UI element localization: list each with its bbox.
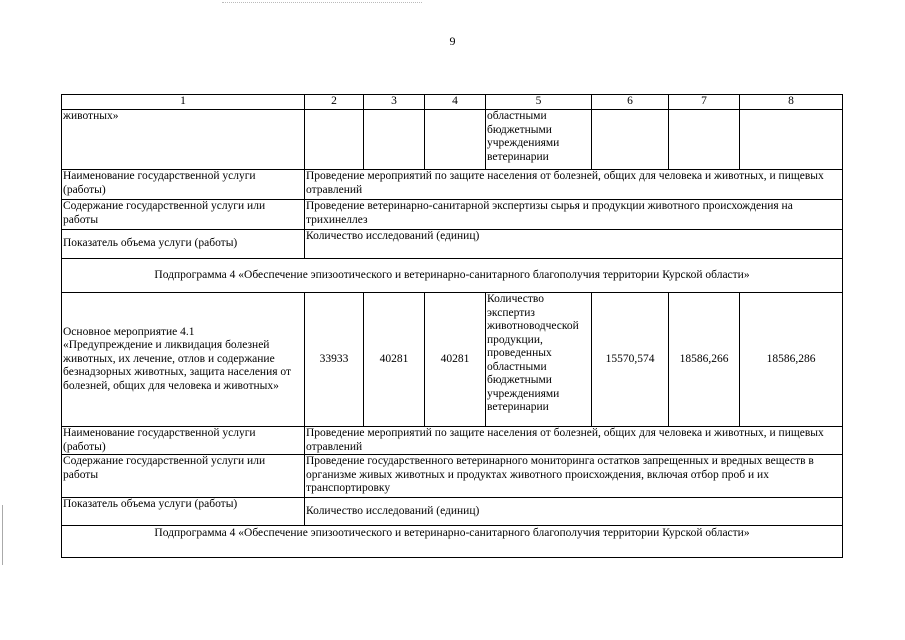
volume-value: Количество исследований (единиц) — [305, 230, 843, 259]
measure-name: Основное мероприятие 4.1 «Предупреждение и ликвидация болезней животных, их лечение, отлов и содержание безнадзорных животных, защита населения от болезней, общих для человека и животных» — [62, 293, 305, 427]
value-cell: 15570,574 — [592, 293, 669, 427]
table-row — [62, 455, 843, 498]
volume-value: Количество исследований (единиц) — [305, 498, 843, 526]
indicator-continued: областными бюджетными учреждениями ветеринарии — [486, 110, 592, 170]
column-header-row — [62, 95, 843, 110]
column-header: 6 — [592, 95, 669, 110]
volume-label: Показатель объема услуги (работы) — [62, 230, 305, 259]
value-cell: 18586,266 — [669, 293, 740, 427]
value-cell: 40281 — [364, 293, 425, 427]
table-cell — [425, 110, 486, 170]
volume-label: Показатель объема услуги (работы) — [62, 498, 305, 526]
table-row — [62, 230, 843, 259]
service-content-value: Проведение ветеринарно-санитарной экспертизы сырья и продукции животного происхождения на трихинеллез — [305, 200, 843, 230]
column-header: 3 — [364, 95, 425, 110]
table-cell — [669, 110, 740, 170]
table-cell — [364, 110, 425, 170]
service-name-value: Проведение мероприятий по защите населения от болезней, общих для человека и животных, и пищевых отравлений — [305, 170, 843, 200]
service-name-value: Проведение мероприятий по защите населения от болезней, общих для человека и животных, и пищевых отравлений — [305, 427, 843, 455]
table-row — [62, 427, 843, 455]
table-row — [62, 498, 843, 526]
table-cell — [740, 110, 843, 170]
program-table — [61, 94, 843, 558]
service-content-value: Проведение государственного ветеринарного мониторинга остатков запрещенных и вредных веществ в организме живых животных и продуктах животного происхождения, включая отбор проб и их транспортировку — [305, 455, 843, 498]
continuation-row — [62, 110, 843, 170]
column-header: 4 — [425, 95, 486, 110]
measure-row — [62, 293, 843, 427]
column-header: 2 — [305, 95, 364, 110]
service-name-label: Наименование государственной услуги (работы) — [62, 170, 305, 200]
page-number: 9 — [449, 34, 456, 48]
table-row — [62, 170, 843, 200]
service-content-label: Содержание государственной услуги или работы — [62, 200, 305, 230]
service-name-label: Наименование государственной услуги (работы) — [62, 427, 305, 455]
value-cell: 18586,286 — [740, 293, 843, 427]
subprogram-heading: Подпрограмма 4 «Обеспечение эпизоотического и ветеринарно-санитарного благополучия территории Курской области» — [62, 259, 843, 293]
table-row — [62, 200, 843, 230]
table-row — [62, 259, 843, 293]
service-content-label: Содержание государственной услуги или работы — [62, 455, 305, 498]
column-header: 5 — [486, 95, 592, 110]
column-header: 7 — [669, 95, 740, 110]
column-header: 1 — [62, 95, 305, 110]
table-cell — [305, 110, 364, 170]
measure-name-continued: животных» — [62, 110, 305, 170]
table-cell — [592, 110, 669, 170]
indicator-cell: Количество экспертиз животноводческой продукции, проведенных областными бюджетными учреждениями ветеринарии — [486, 293, 592, 427]
table-row — [62, 526, 843, 558]
value-cell: 40281 — [425, 293, 486, 427]
column-header: 8 — [740, 95, 843, 110]
scan-edge-mark — [2, 505, 3, 565]
scan-artifact-line — [222, 2, 422, 3]
value-cell: 33933 — [305, 293, 364, 427]
subprogram-heading: Подпрограмма 4 «Обеспечение эпизоотического и ветеринарно-санитарного благополучия территории Курской области» — [62, 526, 843, 558]
